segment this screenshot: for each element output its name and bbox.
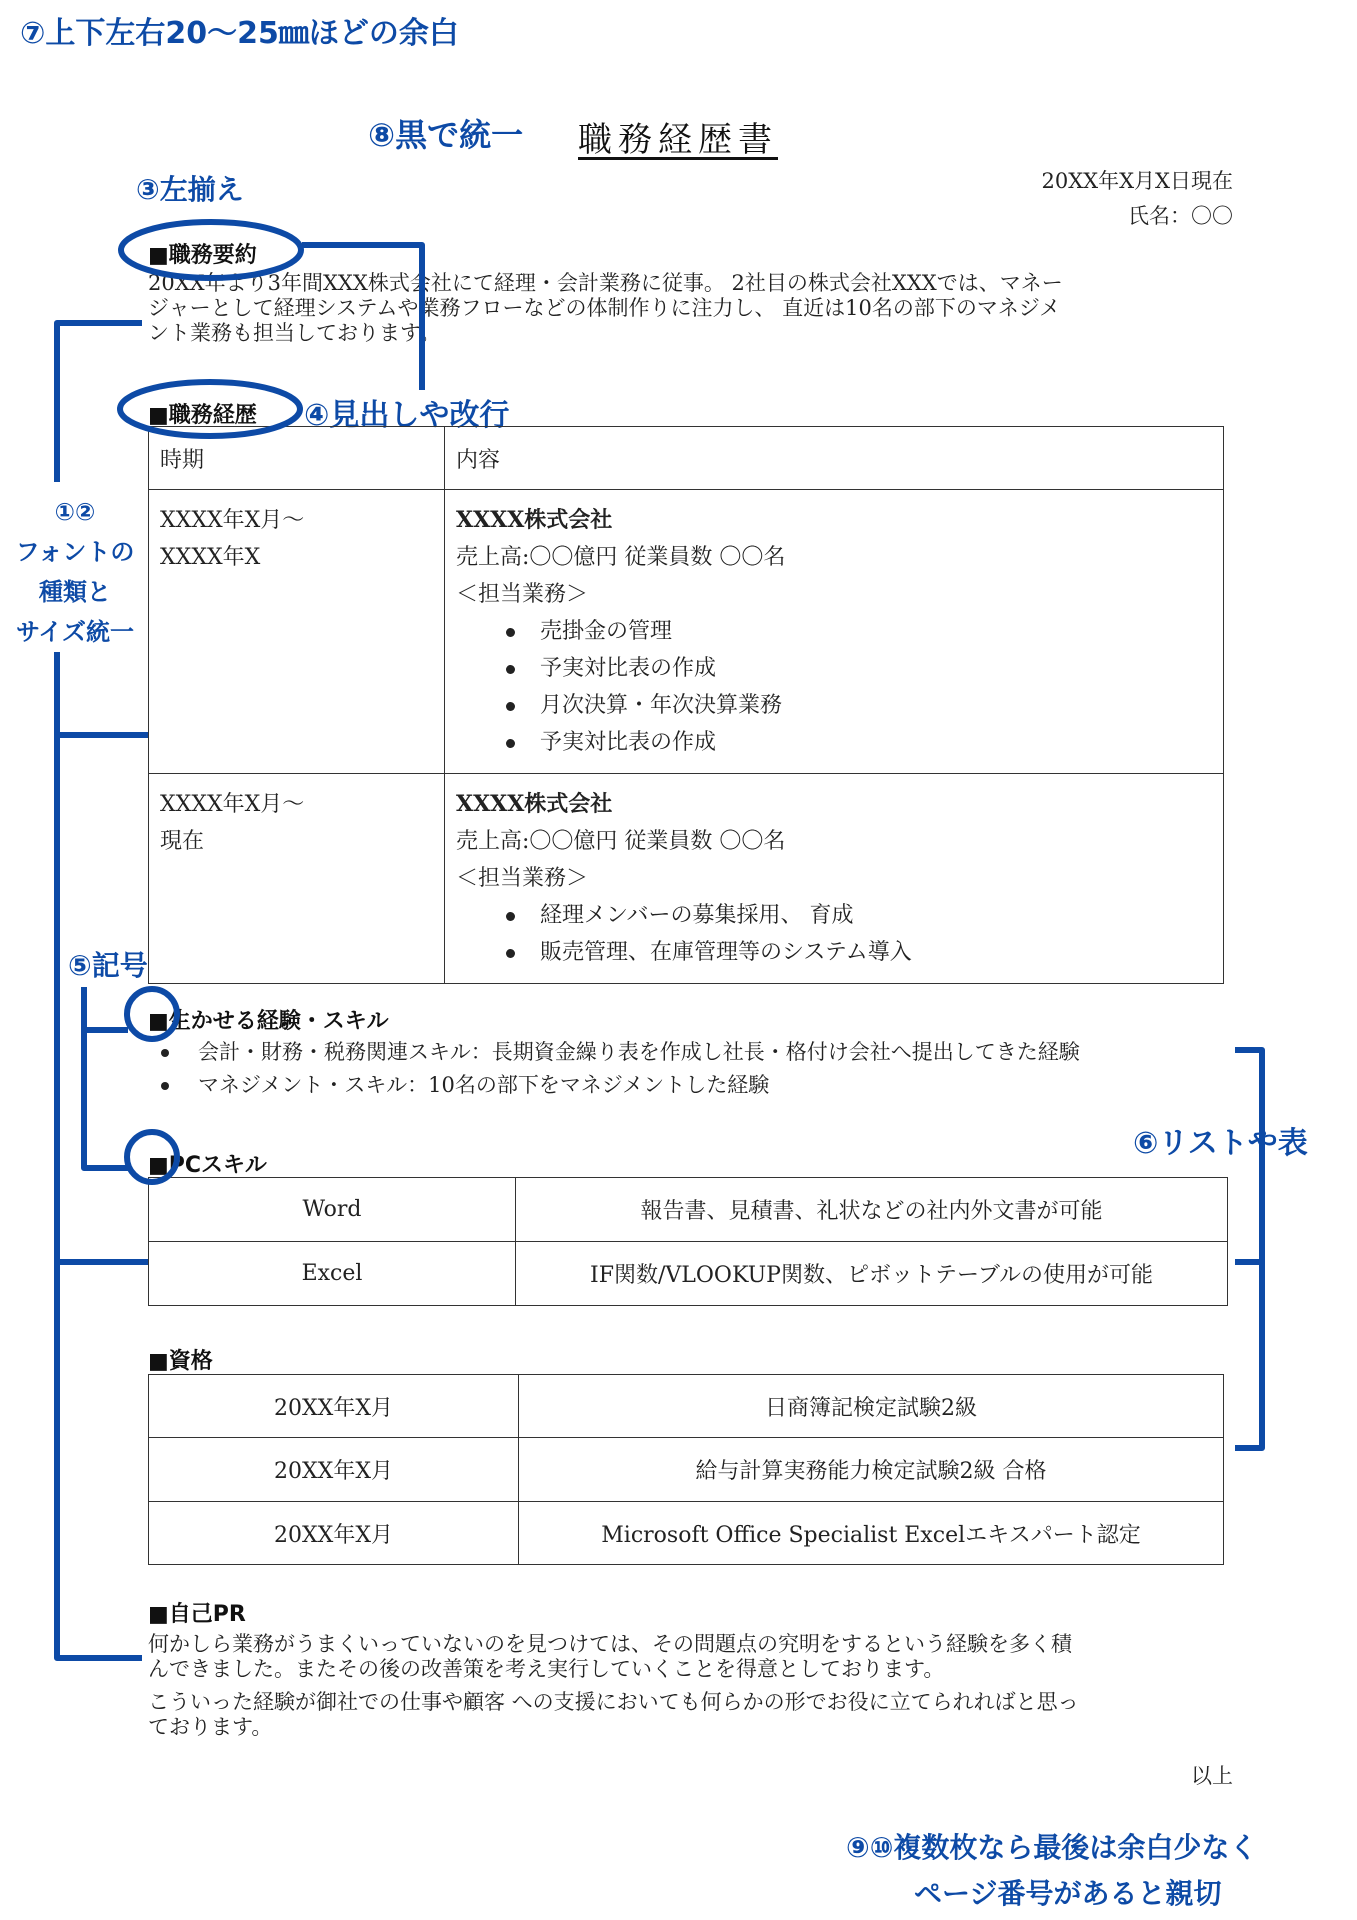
skill-item: マネジメント・スキル：10名の部下をマネジメントした経験 — [148, 1069, 1080, 1102]
qual-name: Microsoft Office Specialist Excelエキスパート認定 — [519, 1502, 1224, 1565]
duty-item: 月次決算・年次決算業務 — [456, 687, 1223, 724]
bracket-font-spine — [57, 652, 142, 1658]
closing-text: 以上 — [1191, 1764, 1233, 1788]
duty-item: 経理メンバーの募集採用、 育成 — [456, 897, 1223, 934]
history-heading: ■職務経歴 — [148, 403, 257, 428]
company-name: XXXX株式会社 — [456, 507, 613, 533]
summary-heading: ■職務要約 — [148, 243, 257, 268]
summary-line-1: 20XX年より3年間XXX株式会社にて経理・会計業務に従事。 2社目の株式会社XXXでは、マネー — [148, 271, 1063, 295]
annotation-font — [0, 492, 150, 652]
summary-line-3: ント業務も担当しております。 — [148, 321, 441, 345]
qual-date: 20XX年X月 — [149, 1438, 519, 1502]
period-end: XXXX年X — [160, 545, 261, 570]
period-end: 現在 — [160, 829, 205, 854]
pr-line-4: ております。 — [148, 1715, 273, 1739]
duty-item: 売掛金の管理 — [456, 613, 1223, 650]
pc-desc: 報告書、見積書、礼状などの社内外文書が可能 — [516, 1178, 1228, 1242]
annotation-symbol: ⑤記号 — [68, 949, 148, 982]
skills-list — [148, 1036, 1080, 1102]
annotation-last-page-l2: ページ番号があると親切 — [914, 1877, 1222, 1910]
history-period — [149, 774, 445, 984]
qualifications-table — [148, 1374, 1224, 1565]
name-line: 氏名：〇〇 — [1128, 204, 1233, 228]
annotation-black: ⑧黒で統一 — [368, 116, 524, 154]
pc-row — [149, 1178, 1228, 1242]
company-name: XXXX株式会社 — [456, 791, 613, 817]
pr-line-1: 何かしら業務がうまくいっていないのを見つけては、その問題点の究明をするという経験を多く積 — [148, 1632, 1072, 1656]
history-content — [445, 490, 1224, 774]
duties-label: ＜担当業務＞ — [456, 866, 589, 891]
qual-row — [149, 1502, 1224, 1565]
annotation-heading-break: ④見出しや改行 — [304, 398, 510, 433]
summary-line-2: ジャーとして経理システムや業務フローなどの体制作りに注力し、 直近は10名の部下のマネジメ — [148, 296, 1061, 320]
company-sales: 売上高:〇〇億円 従業員数 〇〇名 — [456, 545, 786, 570]
duty-item: 販売管理、在庫管理等のシステム導入 — [456, 934, 1223, 971]
pr-text — [148, 1632, 1238, 1740]
pc-heading: ■PCスキル — [148, 1153, 267, 1178]
annotation-margin: ⑦上下左右20〜25㎜ほどの余白 — [20, 16, 459, 51]
history-header-row — [149, 427, 1224, 490]
annotation-left-align: ③左揃え — [136, 173, 244, 206]
annotation-last-page-l1: ⑨⑩複数枚なら最後は余白少なく — [846, 1831, 1258, 1864]
qual-date: 20XX年X月 — [149, 1375, 519, 1438]
qual-name: 日商簿記検定試験2級 — [519, 1375, 1224, 1438]
pc-desc: IF関数/VLOOKUP関数、ピボットテーブルの使用が可能 — [516, 1242, 1228, 1306]
qual-date: 20XX年X月 — [149, 1502, 519, 1565]
date-line: 20XX年X月X日現在 — [1041, 169, 1233, 193]
pc-tool: Excel — [149, 1242, 516, 1306]
duty-item: 予実対比表の作成 — [456, 650, 1223, 687]
bracket-list-table — [1235, 1050, 1262, 1448]
summary-text — [148, 271, 1228, 346]
annotation-font-l1: フォントの — [15, 538, 135, 566]
duties-label: ＜担当業務＞ — [456, 582, 589, 607]
qual-row — [149, 1375, 1224, 1438]
annotation-font-nums: ①② — [54, 498, 96, 526]
pr-line-3: こういった経験が御社での仕事や顧客 への支援においても何らかの形でお役に立てられればと思っ — [148, 1690, 1079, 1714]
bracket-font-top — [57, 323, 142, 482]
qual-name: 給与計算実務能力検定試験2級 合格 — [519, 1438, 1224, 1502]
history-row — [149, 774, 1224, 984]
pr-heading: ■自己PR — [148, 1602, 246, 1627]
history-period — [149, 490, 445, 774]
pc-row — [149, 1242, 1228, 1306]
annotation-font-l2: 種類と — [39, 578, 111, 606]
header-period: 時期 — [149, 427, 445, 490]
bracket-symbol — [84, 987, 128, 1168]
duty-item: 予実対比表の作成 — [456, 724, 1223, 761]
qual-row — [149, 1438, 1224, 1502]
skill-item: 会計・財務・税務関連スキル：長期資金繰り表を作成し社長・格付け会社へ提出してきた経験 — [148, 1036, 1080, 1069]
history-table — [148, 426, 1224, 984]
annotation-list-table: ⑥リストや表 — [1133, 1126, 1308, 1161]
document-title: 職務経歴書 — [578, 120, 778, 160]
skills-heading: ■生かせる経験・スキル — [148, 1009, 389, 1034]
period-start: XXXX年X月〜 — [160, 508, 305, 533]
header-content: 内容 — [445, 427, 1224, 490]
pc-skills-table — [148, 1177, 1228, 1306]
pr-line-2: んできました。またその後の改善策を考え実行していくことを得意としております。 — [148, 1657, 945, 1681]
period-start: XXXX年X月〜 — [160, 792, 305, 817]
history-content — [445, 774, 1224, 984]
pc-tool: Word — [149, 1178, 516, 1242]
history-row — [149, 490, 1224, 774]
company-sales: 売上高:〇〇億円 従業員数 〇〇名 — [456, 829, 786, 854]
annotation-font-l3: サイズ統一 — [15, 618, 135, 646]
qualifications-heading: ■資格 — [148, 1349, 213, 1374]
